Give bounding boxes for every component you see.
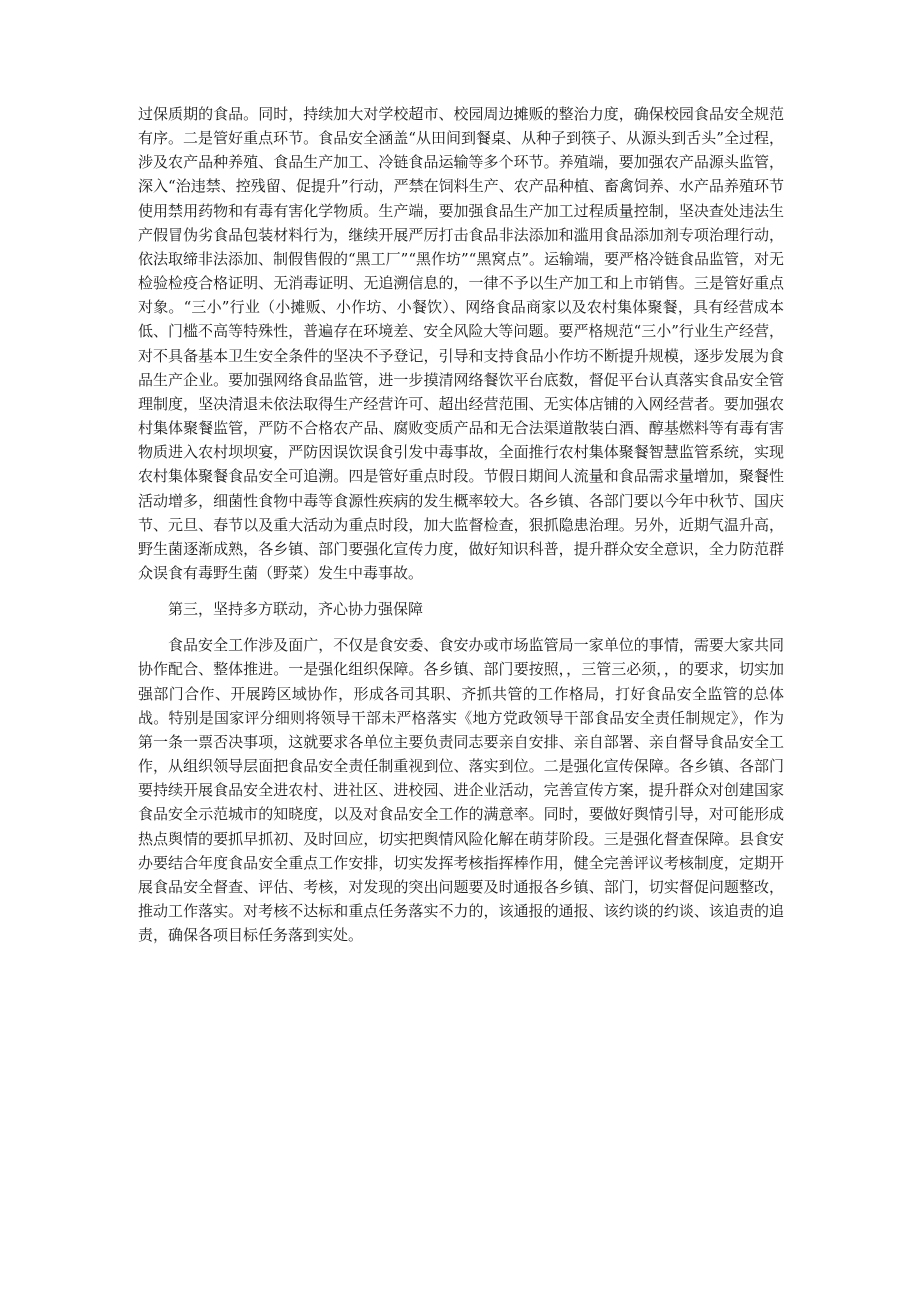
paragraph-continuation: 过保质期的食品。同时，持续加大对学校超市、校园周边摊贩的整治力度，确保校园食品安全规范有序。二是管好重点环节。食品安全涵盖“从田间到餐桌、从种子到筷子、从源头到舌头”全过程，涉及农产品种养殖、食品生产加工、冷链食品运输等多个环节。养殖端，要加强农产品源头监管，深入“治违禁、控残留、促提升”行动，严禁在饲料生产、农产品种植、畜禽饲养、水产品养殖环节使用禁用药物和有毒有害化学物质。生产端，要加强食品生产加工过程质量控制，坚决查处违法生产假冒伪劣食品包装材料行为，继续开展严厉打击食品非法添加和滥用食品添加剂专项治理行动，依法取缔非法添加、制假售假的“黑工厂”“黑作坊”“黑窝点”。运输端，要严格冷链食品监管，对无检验检疫合格证明、无消毒证明、无追溯信息的，一律不予以生产加工和上市销售。三是管好重点对象。“三小”行业（小摊贩、小作坊、小餐饮）、网络食品商家以及农村集体聚餐，具有经营成本低、门槛不高等特殊性，普遍存在环境差、安全风险大等问题。要严格规范“三小”行业生产经营，对不具备基本卫生安全条件的坚决不予登记，引导和支持食品小作坊不断提升规模，逐步发展为食品生产企业。要加强网络食品监管，进一步摸清网络餐饮平台底数，督促平台认真落实食品安全管理制度，坚决清退未依法取得生产经营许可、超出经营范围、无实体店铺的入网经营者。要加强农村集体聚餐监管，严防不合格农产品、腐败变质产品和无合法渠道散装白酒、醇基燃料等有毒有害物质进入农村坝坝宴，严防因误饮误食引发中毒事故，全面推行农村集体聚餐智慧监管系统，实现农村集体聚餐食品安全可追溯。四是管好重点时段。节假日期间人流量和食品需求量增加，聚餐性活动增多，细菌性食物中毒等食源性疾病的发生概率较大。各乡镇、各部门要以今年中秋节、国庆节、元旦、春节以及重大活动为重点时段，加大监督检查，狠抓隐患治理。另外，近期气温升高，野生菌逐渐成熟，各乡镇、部门要强化宣传力度，做好知识科普，提升群众安全意识，全力防范群众误食有毒野生菌（野菜）发生中毒事故。 bbox=[138, 105, 785, 582]
paragraph-body: 食品安全工作涉及面广，不仅是食安委、食安办或市场监管局一家单位的事情，需要大家共同协作配合、整体推进。一是强化组织保障。各乡镇、部门要按照，，三管三必须，，的要求，切实加强部门合作、开展跨区域协作，形成各司其职、齐抓共管的工作格局，打好食品安全监管的总体战。特别是国家评分细则将领导干部未严格落实《地方党政领导干部食品安全责任制规定》，作为第一条一票否决事项，这就要求各单位主要负责同志要亲自安排、亲自部署、亲自督导食品安全工作，从组织领导层面把食品安全责任制重视到位、落实到位。二是强化宣传保障。各乡镇、各部门要持续开展食品安全进农村、进社区、进校园、进企业活动，完善宣传方案，提升群众对创建国家食品安全示范城市的知晓度，以及对食品安全工作的满意率。同时，要做好舆情引导，对可能形成热点舆情的要抓早抓初、及时回应，切实把舆情风险化解在萌芽阶段。三是强化督查保障。县食安办要结合年度食品安全重点工作安排，切实发挥考核指挥棒作用，健全完善评议考核制度，定期开展食品安全督查、评估、考核，对发现的突出问题要及时通报各乡镇、部门，切实督促问题整改，推动工作落实。对考核不达标和重点任务落实不力的，该通报的通报、该约谈的约谈、该追责的追责，确保各项目标任务落到实处。 bbox=[138, 636, 784, 945]
section-heading: 第三，坚持多方联动，齐心协力强保障 bbox=[168, 600, 424, 619]
document-body bbox=[138, 102, 784, 947]
